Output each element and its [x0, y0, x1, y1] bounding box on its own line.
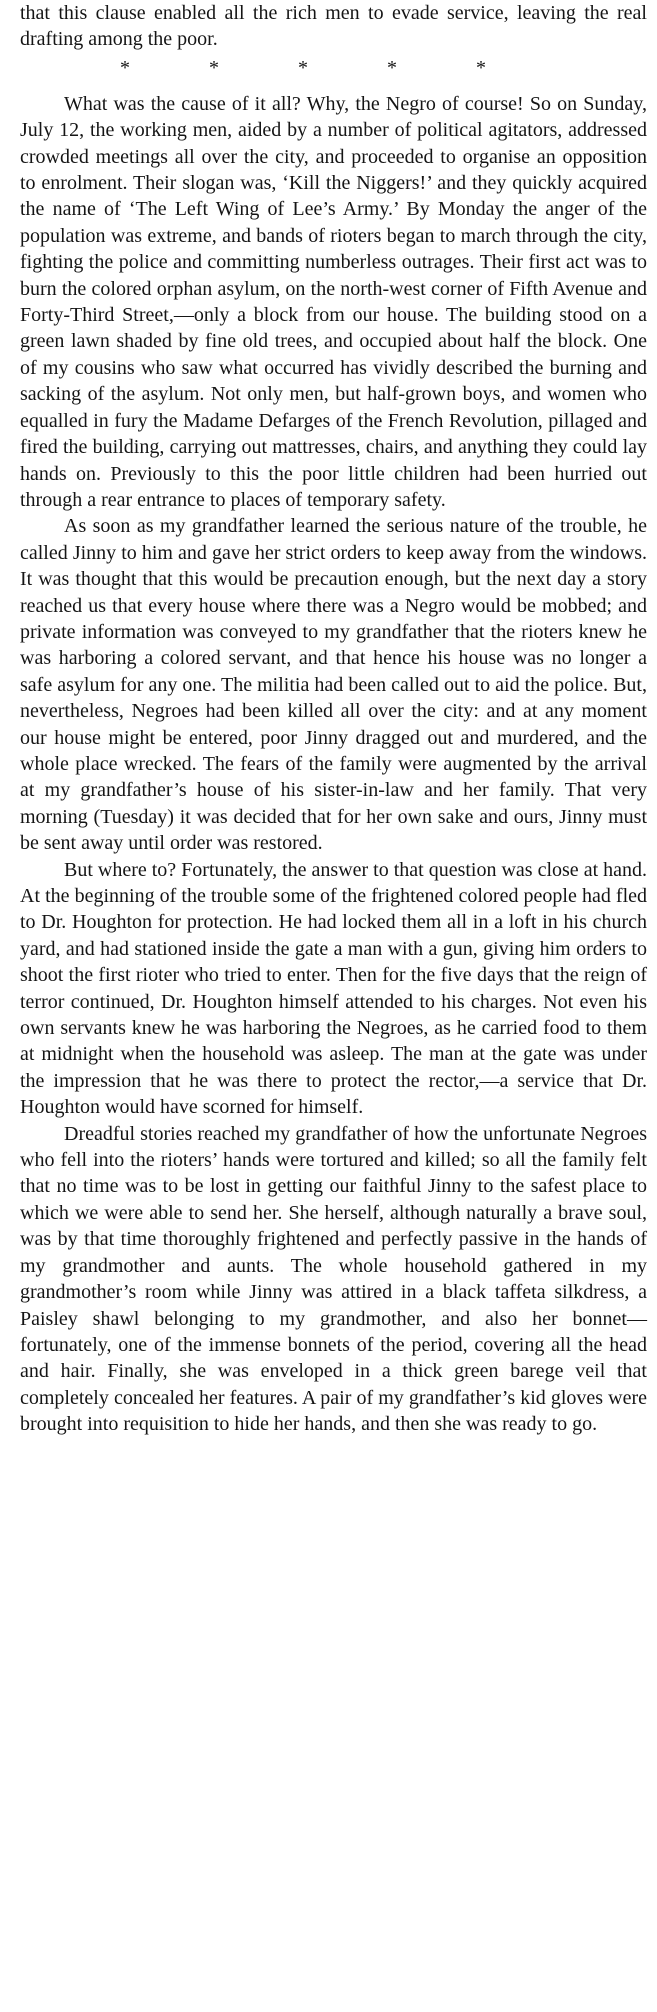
- section-separator: * * * * *: [120, 56, 487, 79]
- body-paragraph-2: As soon as my grandfather learned the serious nature of the trouble, he called Jinny to him and gave her strict orders to keep away from the windows. It was thought that this would be precaution enough, but the next day a story reached us that every house where there was a Negro would be mobbed; and private information was conveyed to my grandfather that the rioters knew he was harboring a colored servant, and that hence his house was no longer a safe asylum for any one. The militia had been called out to aid the police. But, nevertheless, Negroes had been killed all over the city: and at any moment our house might be entered, poor Jinny dragged out and murdered, and the whole place wrecked. The fears of the family were augmented by the arrival at my grandfather’s house of his sister-in-law and her family. That very morning (Tuesday) it was decided that for her own sake and ours, Jinny must be sent away until order was restored.: [20, 515, 647, 855]
- body-paragraph-3: But where to? Fortunately, the answer to that question was close at hand. At the beginning of the trouble some of the frightened colored people had fled to Dr. Houghton for protection. He had locked them all in a loft in his church yard, and had stationed inside the gate a man with a gun, giving him orders to shoot the first rioter who tried to enter. Then for the five days that the reign of terror continued, Dr. Houghton himself attended to his charges. Not even his own servants knew he was harboring the Negroes, as he carried food to them at midnight when the household was asleep. The man at the gate was under the impression that he was there to protect the rector,—a service that Dr. Houghton would have scorned for himself.: [20, 858, 647, 1119]
- lead-paragraph: that this clause enabled all the rich men to evade service, leaving the real drafting among the poor.: [20, 2, 647, 51]
- body-paragraph-1: What was the cause of it all? Why, the Negro of course! So on Sunday, July 12, the working men, aided by a number of political agitators, addressed crowded meetings all over the city, and proceeded to organise an opposition to enrolment. Their slogan was, ‘Kill the Niggers!’ and they quickly acquired the name of ‘The Left Wing of Lee’s Army.’ By Monday the anger of the population was extreme, and bands of rioters began to march through the city, fighting the police and committing numberless outrages. Their first act was to burn the colored orphan asylum, on the north-west corner of Fifth Avenue and Forty-Third Street,—only a block from our house. The building stood on a green lawn shaded by fine old trees, and occupied about half the block. One of my cousins who saw what occurred has vividly described the burning and sacking of the asylum. Not only men, but half-grown boys, and women who equalled in fury the Madame Defarges of the French Revolution, pillaged and fired the building, carrying out mattresses, chairs, and anything they could lay hands on. Previously to this the poor little children had been hurried out through a rear entrance to places of temporary safety.: [20, 92, 647, 511]
- body-paragraph-4: Dreadful stories reached my grandfather of how the unfortunate Negroes who fell into the rioters’ hands were tortured and killed; so all the family felt that no time was to be lost in getting our faithful Jinny to the safest place to which we were able to send her. She herself, although naturally a brave soul, was by that time thoroughly frightened and perfectly passive in the hands of my grandmother and aunts. The whole household gathered in my grandmother’s room while Jinny was attired in a black taffeta silkdress, a Paisley shawl belonging to my grandmother, and also her bonnet—fortunately, one of the immense bonnets of the period, covering all the head and hair. Finally, she was enveloped in a thick green barege veil that completely concealed her features. A pair of my grandfather’s kid gloves were brought into requisition to hide her hands, and then she was ready to go.: [20, 1122, 647, 1436]
